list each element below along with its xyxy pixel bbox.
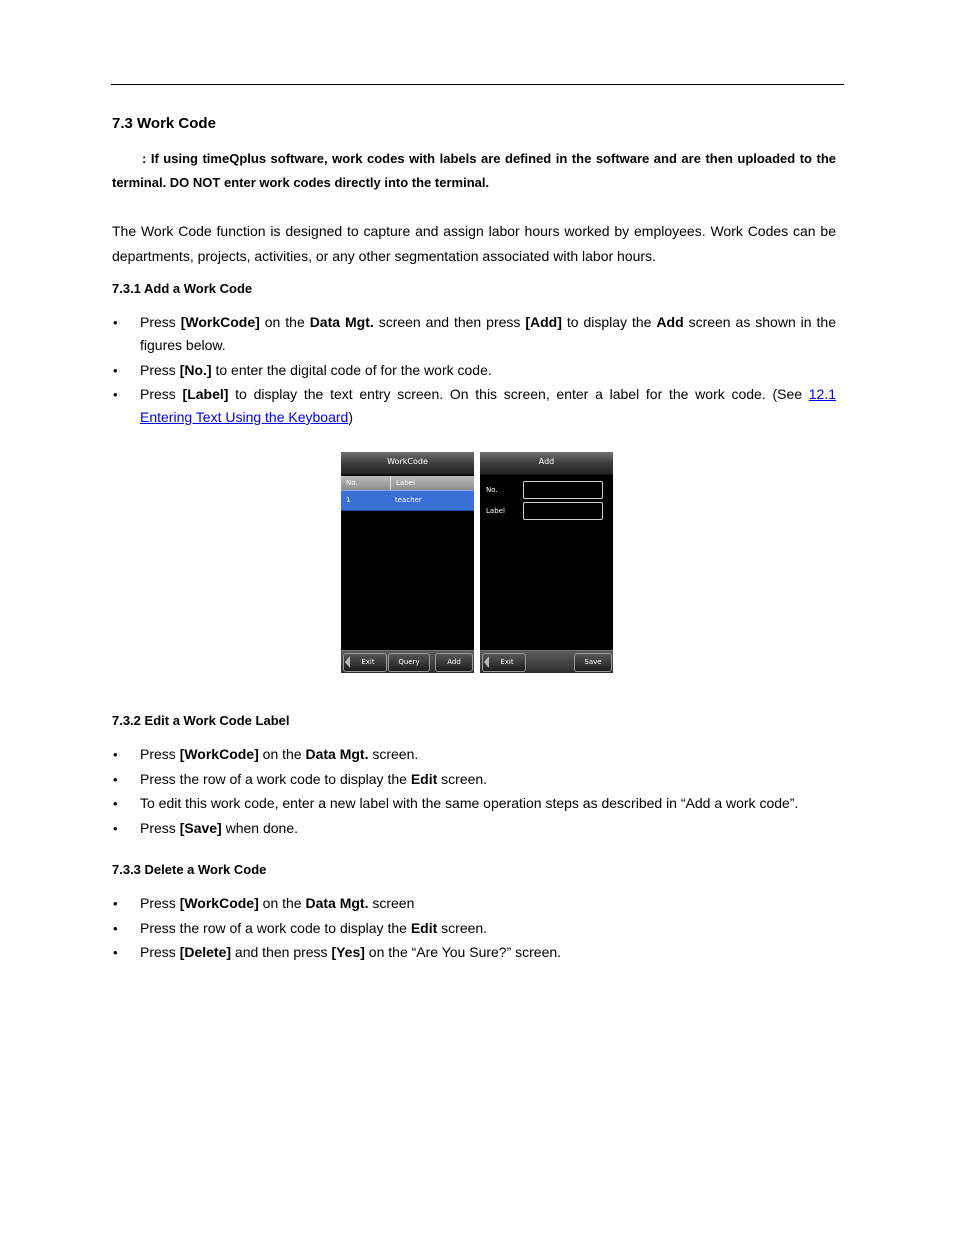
no-field (523, 481, 603, 499)
add-button: Add (435, 653, 473, 672)
row-no: 1 (346, 496, 351, 504)
screen-toolbar (341, 650, 474, 673)
note-paragraph: : If using timeQplus software, work codes with labels are defined in the software and are then uploaded to the terminal. DO NOT enter work codes directly into the terminal. (112, 151, 836, 190)
table-header (341, 476, 474, 490)
keyboard-section-link[interactable]: 12.1 Entering Text Using the Keyboard (140, 386, 837, 425)
subsection-heading-add: 7.3.1 Add a Work Code (112, 281, 253, 296)
back-chevron-icon (484, 656, 489, 668)
exit-button: Exit (482, 653, 526, 672)
column-header-no: No. (341, 476, 391, 490)
intro-paragraph: The Work Code function is designed to capture and assign labor hours worked by employees. Work Codes can be departments, projects, activities, or any other segmentation associated with labor hours. (112, 223, 836, 264)
add-screen-figure (480, 452, 613, 673)
list-item: • Press [WorkCode] on the Data Mgt. screen (112, 892, 836, 915)
list-item: • Press [No.] to enter the digital code of for the work code. (112, 359, 836, 382)
edit-steps-list (112, 743, 836, 841)
delete-steps-list (112, 892, 836, 966)
add-steps-list (112, 311, 836, 431)
list-item: • Press [Label] to display the text entry screen. On this screen, enter a label for the work code. (See 12.1 Entering Text Using the Keyboard) (112, 383, 836, 429)
label-field (523, 502, 603, 520)
screen-toolbar (480, 650, 613, 673)
list-item: • Press the row of a work code to display the Edit screen. (112, 768, 836, 791)
list-item: • Press [WorkCode] on the Data Mgt. screen. (112, 743, 836, 766)
list-item: • Press [WorkCode] on the Data Mgt. screen and then press [Add] to display the Add screen as shown in the figures below. (112, 311, 836, 357)
list-item: • To edit this work code, enter a new label with the same operation steps as described in “Add a work code”. (112, 792, 836, 815)
query-button: Query (388, 653, 430, 672)
exit-button: Exit (343, 653, 387, 672)
screen-title: Add (480, 452, 613, 475)
screen-title: WorkCode (341, 452, 474, 475)
back-chevron-icon (345, 656, 350, 668)
save-button: Save (574, 653, 612, 672)
column-header-label: Label (396, 479, 415, 487)
table-row (341, 490, 474, 511)
list-item: • Press [Save] when done. (112, 817, 836, 840)
no-field-label: No. (486, 486, 498, 494)
workcode-screen-figure (341, 452, 474, 673)
row-label: teacher (395, 496, 422, 504)
section-heading: 7.3 Work Code (112, 115, 216, 132)
header-rule (111, 84, 844, 85)
subsection-heading-edit: 7.3.2 Edit a Work Code Label (112, 713, 290, 728)
label-field-label: Label (486, 507, 505, 515)
subsection-heading-delete: 7.3.3 Delete a Work Code (112, 862, 267, 877)
list-item: • Press the row of a work code to display the Edit screen. (112, 917, 836, 940)
list-item: • Press [Delete] and then press [Yes] on the “Are You Sure?” screen. (112, 941, 836, 964)
